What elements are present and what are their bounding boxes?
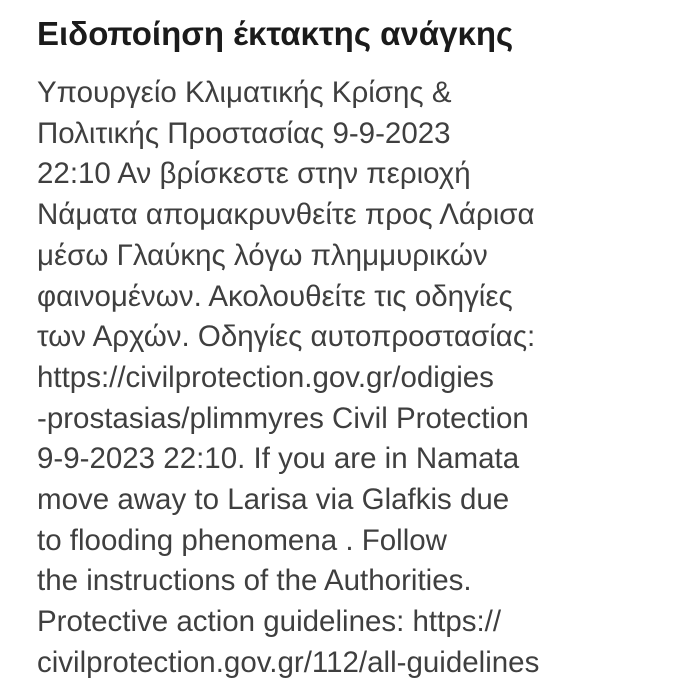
alert-message-line: move away to Larisa via Glafkis due xyxy=(37,483,510,517)
alert-message-line: 9-9-2023 22:10. If you are in Namata xyxy=(37,442,520,476)
alert-message-link-line: Protective action guidelines: https:// xyxy=(37,605,502,639)
alert-title: Ειδοποίηση έκτακτης ανάγκης xyxy=(37,15,514,52)
alert-message-body xyxy=(37,73,697,684)
alert-message-link-line: -prostasias/plimmyres Civil Protection xyxy=(37,401,529,435)
alert-message-line: των Αρχών. Οδηγίες αυτοπροστασίας: xyxy=(37,320,536,354)
alert-message-line: to flooding phenomena . Follow xyxy=(37,523,447,557)
alert-message-line: 22:10 Αν βρίσκεστε στην περιοχή xyxy=(37,157,471,191)
alert-message-line: the instructions of the Authorities. xyxy=(37,564,472,598)
alert-message-line: φαινομένων. Ακολουθείτε τις οδηγίες xyxy=(37,279,513,313)
alert-message-line: Νάματα απομακρυνθείτε προς Λάρισα xyxy=(37,198,535,232)
alert-message-link-line: https://civilprotection.gov.gr/odigies xyxy=(37,360,494,394)
alert-message-line: Πολιτικής Προστασίας 9-9-2023 xyxy=(37,116,451,150)
alert-message-line: μέσω Γλαύκης λόγω πλημμυρικών xyxy=(37,238,488,272)
alert-message-link-line: civilprotection.gov.gr/112/all-guidelines xyxy=(37,645,540,679)
alert-message-line: Υπουργείο Κλιματικής Κρίσης & xyxy=(37,76,452,109)
